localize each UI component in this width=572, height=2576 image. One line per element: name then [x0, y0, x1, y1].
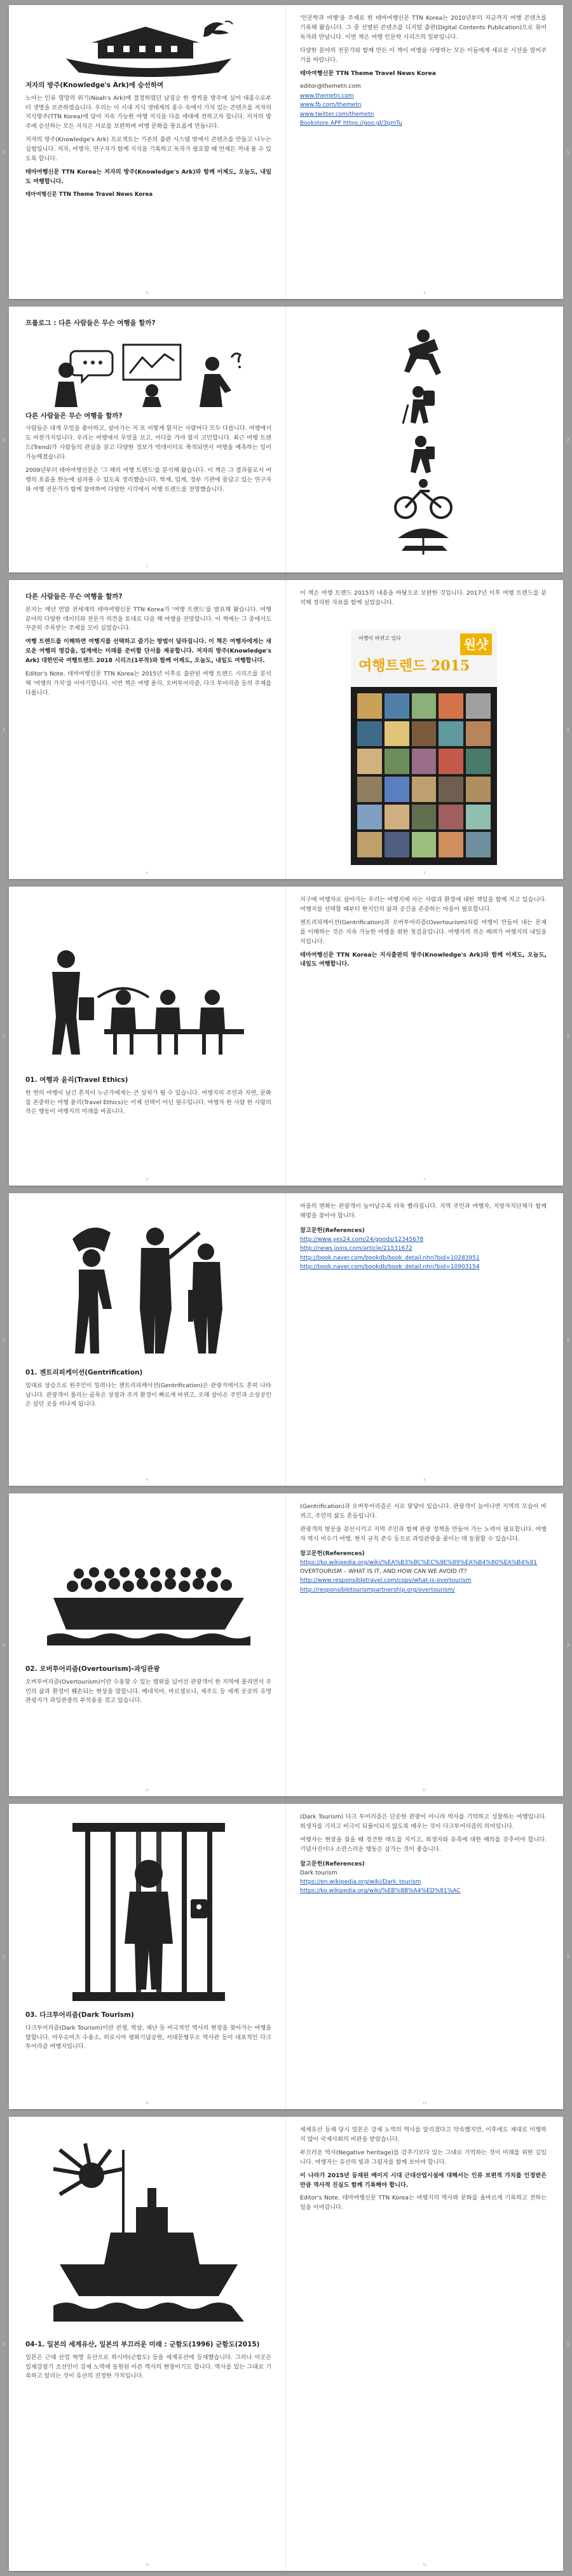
reference-link[interactable]: https://en.wikipedia.org/wiki/Dark_tourism [300, 1879, 421, 1886]
page-spread [2, 887, 570, 1186]
section-heading: 02. 오버투어리즘(Overtourism)-과잉관광 [25, 1665, 160, 1673]
reference-link[interactable]: http://news.joins.com/article/21531672 [300, 1245, 412, 1252]
prev-page-arrow-icon[interactable]: ‹ [2, 1030, 6, 1042]
page-left [9, 307, 286, 572]
next-page-arrow-icon[interactable]: › [566, 2337, 570, 2350]
page-right [286, 1804, 563, 2109]
page-number: 8 [146, 291, 149, 295]
reference-link[interactable]: http://book.naver.com/bookdb/book_detail.nhn?bid=10903154 [300, 1263, 480, 1270]
body-paragraph: 마을의 변화는 관광객이 늘어날수록 더욱 빨라집니다. 지역 주민과 여행자, 지방자치단체가 함께 해법을 찾아야 합니다. [300, 1203, 547, 1219]
page-right [286, 1193, 563, 1486]
bold-statement: 테마여행신문 TTN Korea는 지식출판의 방주(Knowledge's Ark)와 함께 어제도, 오늘도, 내일도 여행합니다. [300, 951, 547, 968]
editor-note: Editor's Note. 테마여행신문 TTN Korea는 2015년 이후로 출판된 여행 트렌드 시리즈를 분석해 '여행의 가치'를 이야기합니다. 이번 책은 여행 윤리, 오버투어리즘, 다크 투어리즘 등의 주제를 다룹니다. [25, 670, 271, 696]
page-number: 12 [145, 2102, 149, 2105]
page-right [286, 1493, 563, 1796]
reference-link[interactable]: http://book.naver.com/bookdb/book_detail.nhn?bid=10283951 [300, 1254, 480, 1261]
page-right [286, 2117, 563, 2571]
page-right [286, 580, 563, 879]
section-heading: 다른 사람들은 무슨 여행을 할까? [25, 412, 123, 420]
body-paragraph: 저자의 방주(Knowledge's Ark) 프로젝트는 기존의 출판 시스템 밖에서 콘텐츠를 만들고 나누는 실험입니다. 저자, 여행자, 연구자가 함께 지식을 기록하고 독자가 필요할 때 언제든 꺼내 볼 수 있도록 합니다. [25, 136, 271, 163]
page-number: 5 [423, 871, 426, 875]
page-left [9, 2117, 286, 2571]
references-heading: 참고문헌(References) [300, 1549, 365, 1557]
body-paragraph: 일본은 근대 산업 혁명 유산으로 하시마(군함도) 등을 세계유산에 등재했습니다. 그러나 이곳은 일제강점기 조선인이 강제 노역에 동원된 아픈 역사의 현장이기도 합니다. 역사를 있는 그대로 기록하고 알리는 것이 유산의 진정한 가치입니다. [25, 2353, 271, 2380]
editor-note: Editor's Note. 테마여행신문 TTN Korea는 여행지의 역사와 문화를 올바르게 기록하고 전하는 일을 이어갑니다. [300, 2194, 547, 2212]
travel-ethics-illustration [41, 934, 257, 1061]
section-heading: 저자의 방주(Knowledge's Ark)에 승선하며 [25, 81, 164, 89]
page-spread [2, 1493, 570, 1796]
twitter-link[interactable]: www.twitter.com/themetn [300, 111, 374, 118]
page-number: 14 [145, 2563, 149, 2567]
page-number: 9 [423, 291, 426, 295]
signature: 테마여행신문 TTN Theme Travel News Korea [25, 191, 153, 198]
page-left [9, 887, 286, 1186]
body-paragraph: 여행자는 현장을 찾을 때 경건한 태도를 지키고, 희생자와 유족에 대한 예의를 갖추어야 합니다. 기념사진이나 소란스러운 행동은 삼가는 것이 좋습니다. [300, 1836, 547, 1853]
warship-illustration [47, 2137, 250, 2328]
next-page-arrow-icon[interactable]: › [566, 723, 570, 735]
page-left [9, 1804, 286, 2109]
facebook-link[interactable]: www.fb.com/themetn [300, 102, 362, 109]
prev-page-arrow-icon[interactable]: ‹ [2, 1333, 6, 1345]
reference-title: OVERTOURISM – WHAT IS IT, AND HOW CAN WE AVOID IT? [300, 1568, 467, 1575]
prev-page-arrow-icon[interactable]: ‹ [2, 146, 6, 158]
page-spread [2, 1804, 570, 2109]
reference-title: Dark tourism [300, 1869, 337, 1876]
reference-link[interactable]: http://www.responsibletravel.com/copy/what-is-overtourism [300, 1577, 472, 1584]
traveler-activities-illustration [360, 322, 487, 557]
contact-title: 테마여행신문 TTN Theme Travel News Korea [300, 69, 436, 77]
contact-email: editor@themetn.com [300, 83, 361, 90]
references-heading: 참고문헌(References) [300, 1226, 365, 1234]
page-number: 2 [146, 565, 149, 569]
reference-link[interactable]: http://responsibletourismpartnership.org/overtourism/ [300, 1586, 455, 1593]
gentrification-illustration [53, 1214, 244, 1360]
body-paragraph: 지구에 여행자로 살아가는 우리는 여행지에 사는 사람과 환경에 대한 책임을 함께 지고 있습니다. 여행지를 선택할 때부터 현지인의 삶과 공간을 존중하는 마음이 필요합니다. [300, 896, 547, 913]
page-spread [2, 580, 570, 879]
body-paragraph: 임대료 상승으로 원주민이 밀려나는 젠트리피케이션(Gentrification)은 관광지에서도 흔히 나타납니다. 관광객이 몰리는 골목은 상점과 주거 환경이 빠르게 바뀌고, 오래 살아온 주민과 소상공인은 살던 곳을 떠나게 됩니다. [25, 1381, 272, 1408]
section-heading: 03. 다크투어리즘(Dark Tourism) [25, 2011, 134, 2019]
next-page-arrow-icon[interactable]: › [566, 1030, 570, 1042]
page-left [9, 5, 286, 299]
body-paragraph: 노아는 인류 멸망의 위기(Noah's Ark)에 결정하였던 날짐승 한 쌍씩을 방주에 실어 대홍수로부터 생명을 보존하였습니다. 우리는 이 시대 지식 생태계의 홍수 속에서 가치 있는 콘텐츠를 저자의 지식방주(TTN Korea)에 담아 지속 가능한 여행 지식을 다음 세대에 전하고자 합니다. 저자의 방주에 승선하는 모든 지식은 서로를 보완하며 여행 문화를 풍요롭게 만듭니다. [25, 94, 272, 130]
page-number: 10 [145, 1789, 149, 1792]
references-heading: 참고문헌(References) [300, 1860, 365, 1867]
page-spread [2, 5, 570, 299]
bookstore-app-link[interactable]: Bookstore APP https://goo.gl/3qmTu [300, 120, 402, 127]
prev-page-arrow-icon[interactable]: ‹ [2, 433, 6, 445]
page-number: 7 [423, 1178, 426, 1182]
page-left [9, 1193, 286, 1486]
reference-link[interactable]: https://ko.wikipedia.org/wiki/%EB%8B%A4%ED%81%AC [300, 1888, 461, 1895]
page-left [9, 580, 286, 879]
page-spread [2, 307, 570, 572]
next-page-arrow-icon[interactable]: › [566, 433, 570, 445]
body-paragraph: 이 나라가 2015년 등재된 메이지 시대 근대산업시설에 대해서는 인류 보편적 가치를 인정받은 만큼 역사적 진실도 함께 기록해야 합니다. [300, 2171, 547, 2189]
page-number: 11 [422, 1789, 427, 1792]
cover-title: 여행트렌드 2015 [358, 658, 470, 674]
section-heading: 01. 여행과 윤리(Travel Ethics) [25, 1076, 128, 1084]
page-number: 4 [146, 871, 149, 875]
body-paragraph: '인문학과 여행'을 주제로 한 테마여행신문 TTN Korea는 2010년부터 지금까지 여행 콘텐츠를 기록해 왔습니다. 그 중 선별된 콘텐츠를 디지털 출판(Digital Contents Publication)으로 묶어 독자와 만납니다. 이번 책은 여행 인문학 시리즈의 일부입니다. [300, 15, 547, 41]
body-paragraph: 오버투어리즘(Overtourism)이란 수용할 수 있는 범위를 넘어선 관광객이 한 지역에 몰리면서 주민의 삶과 환경이 훼손되는 현상을 말합니다. 베네치아, 바르셀로나, 제주도 등 세계 곳곳의 유명 관광지가 과잉관광의 부작용을 겪고 있습니다. [25, 1678, 271, 1705]
body-paragraph: 여행 트렌드를 이해하면 여행지를 선택하고 즐기는 방법이 달라집니다. 이 책은 여행자에게는 새로운 여행의 영감을, 업계에는 미래를 준비할 단서를 제공합니다. 저자의 방주(Knowledge's Ark) 대한민국 여행트렌드 2018 시리즈(1부작)와 함께 어제도, 오늘도, 내일도 여행합니다. [25, 638, 271, 665]
body-paragraph: 본지는 매년 연말 전세계의 테마여행신문 TTN Korea가 '여행 트렌드'를 발표해 왔습니다. 여행 분야의 다양한 데이터와 전문가 의견을 토대로 다음 해 여행을 전망합니다. 이 책에는 그 중에서도 꾸준히 주목받는 주제를 모아 실었습니다. [25, 606, 272, 632]
reference-link[interactable]: http://www.yes24.com/24/goods/12345678 [300, 1236, 424, 1243]
page-right [286, 307, 563, 572]
page-right [286, 5, 563, 299]
body-paragraph: 젠트리피케이션(Gentrification)과 오버투어리즘(Overtourism)처럼 여행이 만들어 내는 문제를 이해하는 것은 지속 가능한 여행을 위한 첫걸음입니다. 여행자의 작은 배려가 여행지의 내일을 지킵니다. [300, 918, 547, 945]
cover-badge: 원샷 [460, 634, 492, 655]
page-number: 9 [423, 1478, 426, 1482]
body-paragraph: 세계유산 등재 당시 일본은 강제 노역의 역사를 알리겠다고 약속했지만, 이후에도 제대로 이행하지 않아 국제사회의 비판을 받았습니다. [300, 2126, 547, 2143]
chapter-label: 프롤로그 : 다른 사람들은 무슨 여행을 할까? [25, 319, 156, 327]
page-spread [2, 2117, 570, 2571]
body-paragraph: 다크투어리즘(Dark Tourism)이란 전쟁, 학살, 재난 등 비극적인 역사의 현장을 찾아가는 여행을 말합니다. 아우슈비츠 수용소, 히로시마 평화기념공원, 서대문형무소 역사관 등이 대표적인 다크투어리즘 여행지입니다. [25, 2024, 271, 2051]
prev-page-arrow-icon[interactable]: ‹ [2, 2337, 6, 2350]
reference-link[interactable]: https://ko.wikipedia.org/wiki/%EA%B3%BC%EC%9E%89%EA%B4%80%EA%B4%91 [300, 1559, 538, 1566]
page-spread [2, 1193, 570, 1486]
body-paragraph: 다양한 분야의 전문가와 함께 만든 이 책이 여행을 사랑하는 모든 이들에게 새로운 시선을 열어주기를 바랍니다. [300, 46, 547, 64]
dark-tourism-prison-illustration [66, 1817, 231, 2007]
next-page-arrow-icon[interactable]: › [566, 1950, 570, 1962]
body-paragraph: 관광객의 방문을 분산시키고 지역 주민과 함께 관광 정책을 만들어 가는 노력이 필요합니다. 여행자 역시 비수기 여행, 현지 규칙 준수 등으로 과잉관광을 줄이는 데 동참할 수 있습니다. [300, 1525, 547, 1542]
prev-page-arrow-icon[interactable]: ‹ [2, 723, 6, 735]
prev-page-arrow-icon[interactable]: ‹ [2, 1950, 6, 1962]
body-paragraph: (Gentrification)과 오버투어리즘은 서로 맞닿아 있습니다. 관광객이 늘어나면 지역의 모습이 바뀌고, 주민의 삶도 흔들립니다. [300, 1503, 547, 1520]
overtourism-boat-illustration [41, 1534, 257, 1649]
page-left [9, 1493, 286, 1796]
body-paragraph: 한 번의 여행이 남긴 흔적이 누군가에게는 큰 상처가 될 수 있습니다. 여행지의 주민과 자연, 문화를 존중하는 여행 윤리(Travel Ethics)는 이제 선택이 아닌 필수입니다. 여행자 한 사람 한 사람의 작은 행동이 여행지의 미래를 바꿉니다. [25, 1089, 271, 1116]
thinking-people-illustration [41, 332, 257, 408]
body-paragraph: (Dark Tourism) 다크 투어리즘은 단순한 관광이 아니라 역사를 기억하고 성찰하는 여행입니다. 희생자를 기리고 비극이 되풀이되지 않도록 배우는 것이 다크투어리즘의 의미입니다. [300, 1813, 547, 1830]
next-page-arrow-icon[interactable]: › [566, 146, 570, 158]
body-paragraph: 부끄러운 역사(Negative heritage)를 감추기보다 있는 그대로 기억하는 것이 미래를 위한 길입니다. 여행자는 유산의 빛과 그림자를 함께 보아야 합니다. [300, 2149, 547, 2166]
body-paragraph: 이 책은 여행 트렌드 2015의 내용을 바탕으로 보완한 것입니다. 2017년 이후 여행 트렌드를 분석해 정리한 자료를 함께 실었습니다. [300, 590, 547, 606]
prev-page-arrow-icon[interactable]: ‹ [2, 1638, 6, 1651]
website-link[interactable]: www.themetn.com [300, 92, 354, 99]
bold-statement: 테마여행신문 TTN Korea는 저자의 방주(Knowledge's Ark)와 함께 어제도, 오늘도, 내일도 여행합니다. [25, 168, 271, 185]
book-cover [351, 630, 497, 865]
next-page-arrow-icon[interactable]: › [566, 1333, 570, 1345]
body-paragraph: 사람들은 대개 무엇을 좋아하고, 살아가는 지 또 어떻게 할지는 사람마다 모두 다릅니다. 여행에서도 마찬가지입니다. 우리는 여행에서 무엇을 보고, 어디를 가야 할지 고민합니다. 최근 여행 트렌드(Trend)가 사람들의 관심을 끌고 다양한 정보가 빅데이터로 축적되면서 여행을 예측하는 일이 가능해졌습니다. [25, 425, 272, 460]
next-page-arrow-icon[interactable]: › [566, 1638, 570, 1651]
cover-thumbnail-grid [357, 693, 491, 857]
page-number: 6 [146, 1178, 149, 1182]
section-heading: 04-1. 일본의 세계유산, 일본의 부끄러운 미래 : 군함도(1996) 군함도(2015) [25, 2341, 260, 2348]
page-number: 13 [422, 2102, 427, 2105]
cover-tagline: 여행이 바뀌고 있다 [358, 635, 401, 641]
section-heading: 다른 사람들은 무슨 여행을 할까? [25, 593, 123, 600]
section-heading: 01. 젠트리피케이션(Gentrification) [25, 1369, 143, 1376]
page-number: 15 [422, 2563, 427, 2567]
cover-header [351, 630, 497, 687]
page-right [286, 887, 563, 1186]
noahs-ark-illustration [53, 14, 244, 78]
page-number: 8 [146, 1478, 149, 1482]
body-paragraph: 2009년부터 테마여행신문은 '그 해의 여행 트렌드'를 분석해 왔습니다. 이 책은 그 결과물로서 여행의 흐름을 한눈에 살펴볼 수 있도록 정리했습니다. 학계, 업계, 정부 기관에 몸담고 있는 연구자와 여행 전문가가 함께 참여하여 다양한 시각에서 여행 트렌드를 전망했습니다. [25, 466, 271, 493]
